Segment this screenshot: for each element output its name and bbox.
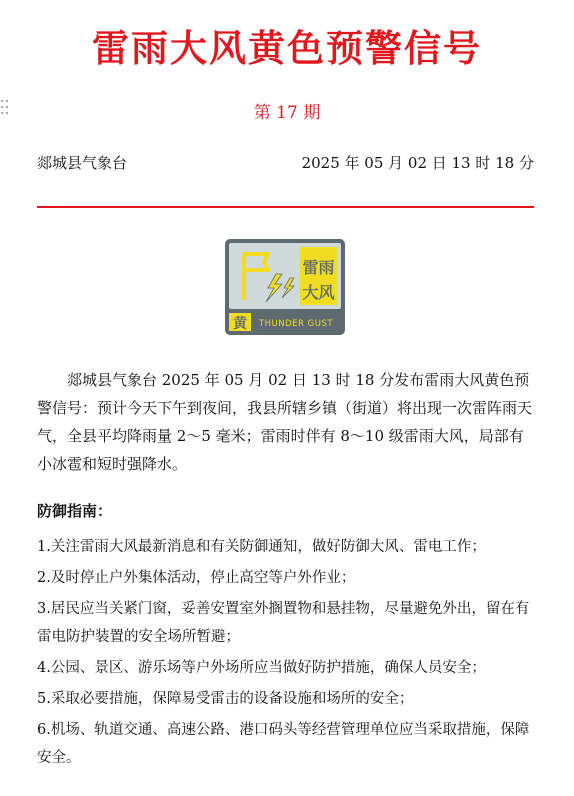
icon-level-char: 黄	[233, 316, 247, 332]
defense-guide-list	[37, 533, 537, 775]
list-item: 2.及时停止户外集体活动，停止高空等户外作业；	[37, 570, 356, 586]
list-item: 3.居民应当关紧门窗，妥善安置室外搁置物和悬挂物，尽量避免外出，留在有雷电防护装置的安全场所暂避；	[37, 601, 530, 645]
issue-number: 第 17 期	[253, 103, 321, 123]
warning-body	[37, 366, 537, 478]
icon-name-line2: 大风	[302, 283, 335, 302]
icon-english-label: THUNDER GUST	[258, 319, 334, 329]
icon-name-line1: 雷雨	[302, 258, 335, 277]
list-item: 6.机场、轨道交通、高速公路、港口码头等经营管理单位应当采取措施，保障安全。	[37, 722, 530, 766]
header-divider	[37, 206, 534, 208]
list-item: 1.关注雷雨大风最新消息和有关防御通知，做好防御大风、雷电工作；	[37, 539, 486, 555]
defense-guide-heading: 防御指南：	[37, 502, 113, 520]
page-title: 雷雨大风黄色预警信号	[92, 27, 482, 70]
warning-paragraph: 郯城县气象台 2025 年 05 月 02 日 13 时 18 分发布雷雨大风黄色预警信号：预计今天下午到夜间，我县所辖乡镇（街道）将出现一次雷阵雨天气，全县平均降雨量 2～5 毫米；雷雨时伴有 8～10 级雷雨大风，局部有小冰雹和短时强降水。	[37, 371, 533, 473]
thunderstorm-gust-warning-icon	[224, 238, 346, 336]
list-item: 5.采取必要措施，保障易受雷击的设备设施和场所的安全；	[37, 691, 414, 707]
list-item: 4.公园、景区、游乐场等户外场所应当做好防护措施，确保人员安全；	[37, 660, 486, 676]
issue-datetime: 2025 年 05 月 02 日 13 时 18 分	[301, 154, 534, 172]
issuing-agency: 郯城县气象台	[37, 154, 128, 172]
